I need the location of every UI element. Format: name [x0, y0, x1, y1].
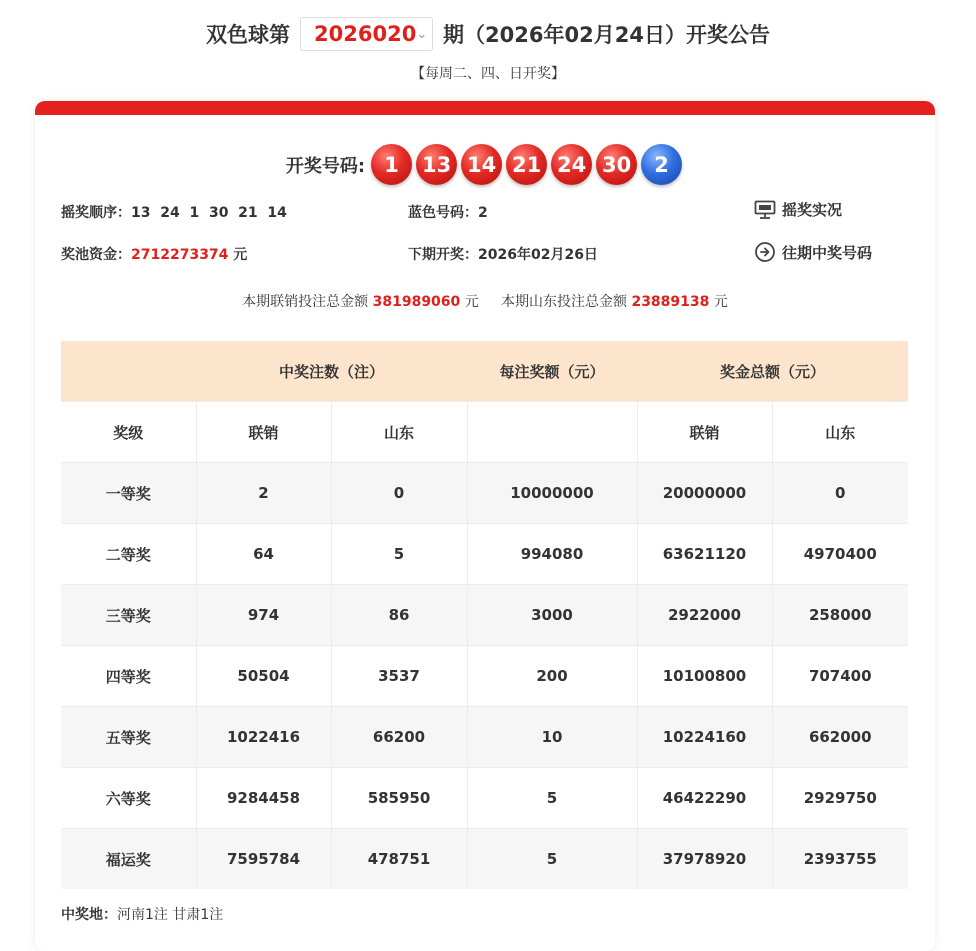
national-sales-value: 381989060: [372, 294, 461, 310]
table-row: [61, 768, 908, 829]
header-total: 奖金总额（元）: [637, 341, 908, 402]
cell-count-shandong: 3537: [331, 646, 467, 707]
table-row: [61, 524, 908, 585]
cell-total-national: 10100800: [637, 646, 772, 707]
table-subheader-row: [61, 402, 908, 463]
winning-locations-label: 中奖地：: [61, 907, 117, 923]
chevron-down-icon: ⌄: [416, 26, 428, 42]
cell-total-national: 63621120: [637, 524, 772, 585]
cell-count-national: 974: [196, 585, 331, 646]
table-row: [61, 646, 908, 707]
cell-total-shandong: 2929750: [772, 768, 908, 829]
page-title: [0, 17, 976, 51]
cell-level: 五等奖: [61, 707, 196, 768]
shandong-sales-label: 本期山东投注总金额: [501, 294, 627, 310]
live-draw-label: 摇奖实况: [782, 201, 843, 219]
result-card: [35, 101, 935, 951]
cell-per-bet: 5: [467, 829, 637, 890]
cell-count-national: 7595784: [196, 829, 331, 890]
next-draw: [408, 244, 598, 264]
cell-count-shandong: 478751: [331, 829, 467, 890]
cell-total-shandong: 662000: [772, 707, 908, 768]
winning-numbers-label: 开奖号码:: [285, 155, 366, 177]
cell-count-national: 9284458: [196, 768, 331, 829]
winning-locations: [61, 904, 223, 924]
header-blank: [61, 341, 196, 402]
table-row: [61, 707, 908, 768]
winning-locations-value: 河南1注 甘肃1注: [117, 907, 224, 923]
card-accent-bar: [35, 101, 935, 115]
cell-total-national: 46422290: [637, 768, 772, 829]
subheader-per-bet: [467, 402, 637, 463]
draw-order-label: 摇奖顺序：: [61, 205, 131, 221]
red-ball: 13: [416, 144, 457, 185]
header-count: 中奖注数（注）: [196, 341, 467, 402]
arrow-circle-right-icon: [754, 241, 776, 263]
red-ball: 21: [506, 144, 547, 185]
cell-per-bet: 200: [467, 646, 637, 707]
next-draw-value: 2026年02月26日: [478, 247, 598, 263]
subheader-total-shandong: 山东: [772, 402, 908, 463]
cell-total-national: 37978920: [637, 829, 772, 890]
blue-number-value: 2: [478, 205, 488, 221]
live-draw-link[interactable]: [754, 199, 842, 220]
title-prefix: 双色球第: [206, 23, 291, 47]
header-per-bet: 每注奖额（元）: [467, 341, 637, 402]
subheader-count-national: 联销: [196, 402, 331, 463]
cell-per-bet: 3000: [467, 585, 637, 646]
subheader-level: 奖级: [61, 402, 196, 463]
cell-total-national: 20000000: [637, 463, 772, 524]
cell-level: 六等奖: [61, 768, 196, 829]
table-header-row: [61, 341, 908, 402]
cell-count-national: 2: [196, 463, 331, 524]
next-draw-label: 下期开奖：: [408, 247, 478, 263]
table-row: [61, 585, 908, 646]
draw-order-value: 13 24 1 30 21 14: [131, 205, 287, 221]
monitor-icon: [754, 200, 776, 220]
cell-level: 三等奖: [61, 585, 196, 646]
cell-total-shandong: 258000: [772, 585, 908, 646]
cell-total-shandong: 0: [772, 463, 908, 524]
title-suffix: 期（2026年02月24日）开奖公告: [443, 23, 770, 47]
cell-total-shandong: 707400: [772, 646, 908, 707]
draw-order: [61, 202, 287, 222]
cell-level: 二等奖: [61, 524, 196, 585]
cell-count-shandong: 585950: [331, 768, 467, 829]
table-row: [61, 829, 908, 890]
history-link[interactable]: [754, 241, 872, 263]
prize-table: [61, 341, 908, 889]
prize-pool: [61, 244, 247, 264]
subheader-count-shandong: 山东: [331, 402, 467, 463]
shandong-sales-value: 23889138: [631, 294, 710, 310]
cell-count-shandong: 66200: [331, 707, 467, 768]
cell-total-national: 10224160: [637, 707, 772, 768]
blue-number-label: 蓝色号码：: [408, 205, 478, 221]
red-ball: 1: [371, 144, 412, 185]
cell-per-bet: 5: [467, 768, 637, 829]
cell-count-shandong: 0: [331, 463, 467, 524]
winning-numbers: [35, 144, 935, 185]
draw-schedule: 【每周二、四、日开奖】: [411, 66, 565, 82]
blue-ball: 2: [641, 144, 682, 185]
blue-number: [408, 202, 488, 222]
issue-value: 2026020: [314, 22, 417, 46]
prize-pool-unit: 元: [233, 247, 248, 263]
cell-level: 一等奖: [61, 463, 196, 524]
national-sales-unit: 元: [464, 294, 479, 310]
cell-level: 四等奖: [61, 646, 196, 707]
prize-pool-label: 奖池资金：: [61, 247, 131, 263]
cell-total-shandong: 2393755: [772, 829, 908, 890]
red-ball: 30: [596, 144, 637, 185]
cell-count-national: 50504: [196, 646, 331, 707]
cell-count-shandong: 5: [331, 524, 467, 585]
national-sales-label: 本期联销投注总金额: [242, 294, 369, 310]
cell-count-national: 1022416: [196, 707, 331, 768]
cell-count-shandong: 86: [331, 585, 467, 646]
red-ball: 14: [461, 144, 502, 185]
cell-total-national: 2922000: [637, 585, 772, 646]
cell-per-bet: 10000000: [467, 463, 637, 524]
table-row: [61, 463, 908, 524]
cell-per-bet: 994080: [467, 524, 637, 585]
cell-total-shandong: 4970400: [772, 524, 908, 585]
cell-count-national: 64: [196, 524, 331, 585]
cell-level: 福运奖: [61, 829, 196, 890]
issue-select[interactable]: [300, 17, 433, 51]
history-label: 往期中奖号码: [782, 243, 873, 262]
sales-summary: [35, 291, 935, 311]
red-ball: 24: [551, 144, 592, 185]
subheader-total-national: 联销: [637, 402, 772, 463]
shandong-sales-unit: 元: [713, 294, 728, 310]
cell-per-bet: 10: [467, 707, 637, 768]
prize-pool-value: 2712273374: [131, 247, 229, 263]
